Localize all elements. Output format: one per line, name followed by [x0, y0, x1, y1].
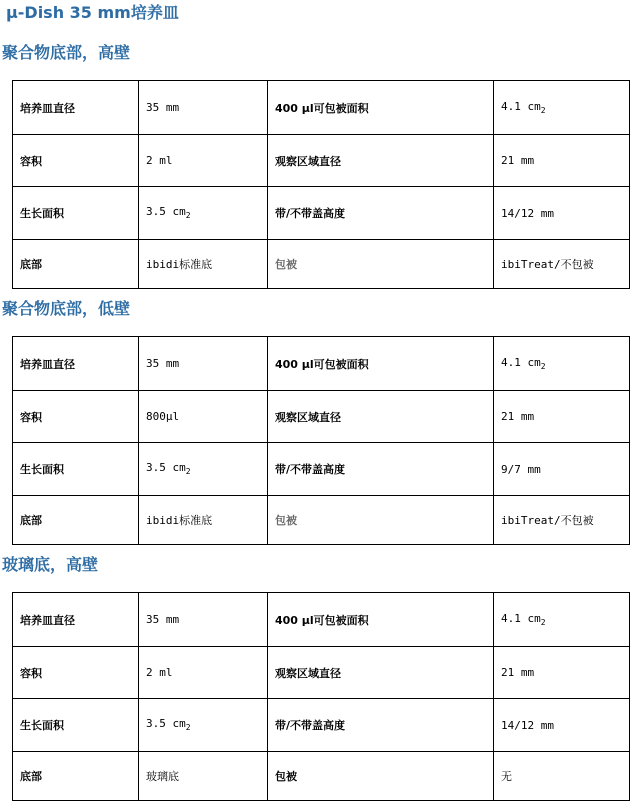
- cell-label: 带/不带盖高度: [268, 187, 494, 240]
- cell-label: 底部: [13, 752, 139, 801]
- cell-value: 2 ml: [139, 647, 268, 699]
- cell-value: 35 mm: [139, 593, 268, 647]
- table-row: [13, 391, 630, 443]
- cell-label: 容积: [13, 135, 139, 187]
- cell-label: 带/不带盖高度: [268, 699, 494, 752]
- cell-value: ibidi标准底: [139, 240, 268, 289]
- cell-value: 800µl: [139, 391, 268, 443]
- cell-label: 底部: [13, 240, 139, 289]
- cell-value: 21 mm: [494, 647, 630, 699]
- value-text: 4.1 cm: [501, 355, 541, 369]
- unit-subscript: 2: [185, 211, 191, 221]
- section-title-glass-high: 玻璃底，高壁: [2, 555, 99, 574]
- cell-label: 包被: [268, 496, 494, 545]
- cell-value: 21 mm: [494, 391, 630, 443]
- table-row: [13, 81, 630, 135]
- cell-value: 无: [494, 752, 630, 801]
- cell-value: 35 mm: [139, 337, 268, 391]
- table-row: [13, 752, 630, 801]
- cell-label: 生长面积: [13, 443, 139, 496]
- table-row: [13, 593, 630, 647]
- cell-value: [494, 337, 630, 391]
- cell-label: 400 µl可包被面积: [268, 593, 494, 647]
- cell-label: 400 µl可包被面积: [268, 81, 494, 135]
- cell-value: 14/12 mm: [494, 187, 630, 240]
- cell-value: 21 mm: [494, 135, 630, 187]
- cell-value: 35 mm: [139, 81, 268, 135]
- value-text: 3.5 cm: [146, 717, 186, 731]
- cell-value: ibiTreat/不包被: [494, 240, 630, 289]
- cell-label: 带/不带盖高度: [268, 443, 494, 496]
- cell-label: 400 µl可包被面积: [268, 337, 494, 391]
- spec-table-polymer-high: [12, 80, 630, 289]
- cell-label: 培养皿直径: [13, 337, 139, 391]
- cell-label: 容积: [13, 647, 139, 699]
- table-row: [13, 647, 630, 699]
- value-text: 3.5 cm: [146, 205, 186, 219]
- cell-label: 包被: [268, 752, 494, 801]
- table-row: [13, 496, 630, 545]
- value-text: 3.5 cm: [146, 461, 186, 475]
- unit-subscript: 2: [540, 106, 546, 116]
- unit-subscript: 2: [185, 467, 191, 477]
- value-text: 4.1 cm: [501, 611, 541, 625]
- table-row: [13, 187, 630, 240]
- cell-value: [139, 443, 268, 496]
- spec-table-polymer-low: [12, 336, 630, 545]
- table-row: [13, 135, 630, 187]
- cell-label: 培养皿直径: [13, 593, 139, 647]
- table-row: [13, 699, 630, 752]
- cell-value: 2 ml: [139, 135, 268, 187]
- cell-label: 观察区域直径: [268, 391, 494, 443]
- cell-label: 底部: [13, 496, 139, 545]
- cell-value: [494, 593, 630, 647]
- cell-value: 14/12 mm: [494, 699, 630, 752]
- unit-subscript: 2: [185, 723, 191, 733]
- unit-subscript: 2: [540, 362, 546, 372]
- unit-subscript: 2: [540, 618, 546, 628]
- cell-label: 包被: [268, 240, 494, 289]
- cell-value: ibidi标准底: [139, 496, 268, 545]
- cell-value: [494, 81, 630, 135]
- spec-table-glass-high: [12, 592, 630, 801]
- cell-label: 生长面积: [13, 699, 139, 752]
- page-title: µ-Dish 35 mm培养皿: [6, 3, 179, 22]
- value-text: 4.1 cm: [501, 99, 541, 113]
- section-title-polymer-high: 聚合物底部，高壁: [2, 43, 131, 62]
- cell-label: 观察区域直径: [268, 647, 494, 699]
- table-row: [13, 240, 630, 289]
- cell-label: 容积: [13, 391, 139, 443]
- cell-value: 玻璃底: [139, 752, 268, 801]
- cell-label: 观察区域直径: [268, 135, 494, 187]
- cell-value: 9/7 mm: [494, 443, 630, 496]
- cell-value: [139, 187, 268, 240]
- cell-label: 培养皿直径: [13, 81, 139, 135]
- table-row: [13, 337, 630, 391]
- table-row: [13, 443, 630, 496]
- cell-value: ibiTreat/不包被: [494, 496, 630, 545]
- cell-label: 生长面积: [13, 187, 139, 240]
- cell-value: [139, 699, 268, 752]
- section-title-polymer-low: 聚合物底部，低壁: [2, 299, 131, 318]
